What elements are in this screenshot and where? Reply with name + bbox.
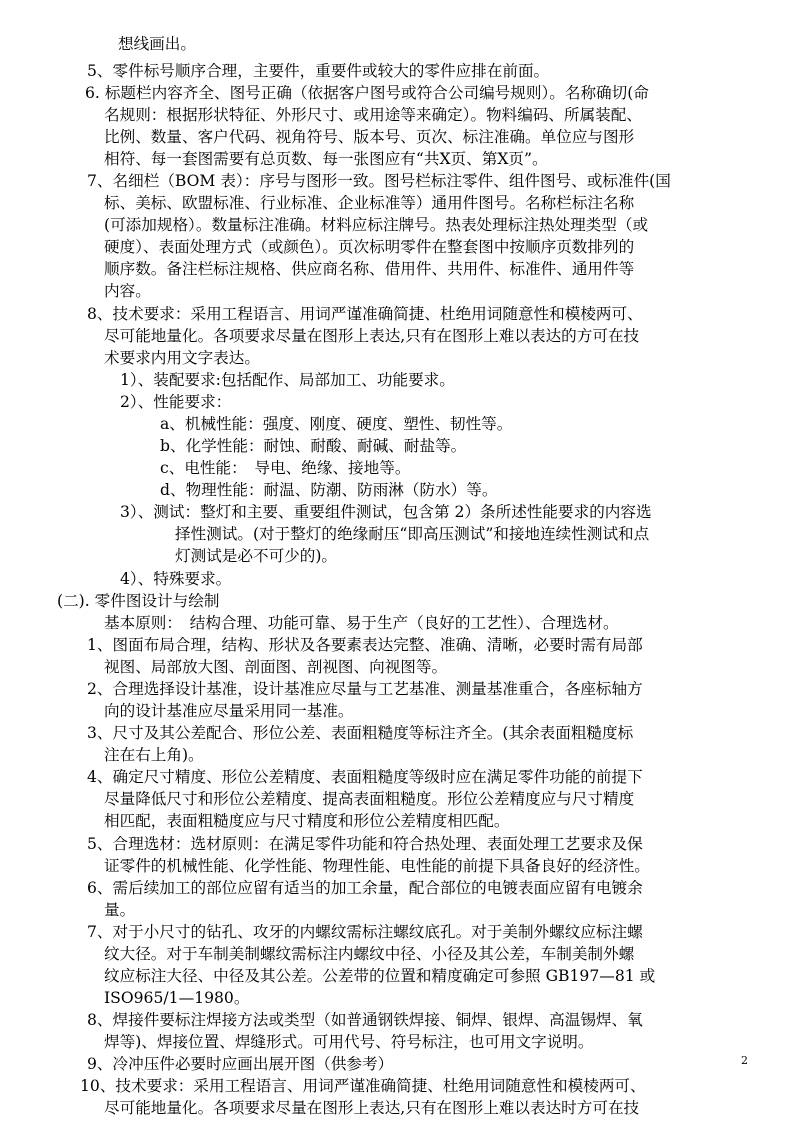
- text-line: 灯测试是必不可少的)。: [175, 547, 338, 565]
- text-line: 7、名细栏（BOM 表）：序号与图形一致。图号栏标注零件、组件图号、或标准件(国: [87, 172, 671, 190]
- text-line: 基本原则： 结构合理、功能可靠、易于生产（良好的工艺性）、合理选材。: [104, 614, 619, 632]
- text-line: 证零件的机械性能、化学性能、物理性能、电性能的前提下具备良好的经济性。: [104, 857, 650, 875]
- text-line: 纹大径。对于车制美制螺纹需标注内螺纹中径、小径及其公差，车制美制外螺: [104, 945, 635, 963]
- text-line: (二). 零件图设计与绘制: [57, 592, 220, 610]
- text-line: 8、技术要求：采用工程语言、用词严谨准确简捷、杜绝用词随意性和模棱两可、: [87, 305, 643, 323]
- text-line: 内容。: [104, 282, 151, 300]
- text-line: 相符、每一套图需要有总页数、每一张图应有“共X页、第X页”。: [104, 150, 548, 168]
- text-line: 尽可能地量化。各项要求尽量在图形上表达,只有在图形上难以表达时方可在技: [104, 1099, 640, 1117]
- text-line: 1）、装配要求:包括配作、局部加工、功能要求。: [120, 371, 455, 389]
- text-line: 硬度）、表面处理方式（或颜色）。页次标明零件在整套图中按顺序页数排列的: [104, 238, 635, 256]
- text-line: 10、技术要求：采用工程语言、用词严谨准确简捷、杜绝用词随意性和模棱两可、: [80, 1077, 646, 1095]
- text-line: 想线画出。: [118, 35, 196, 53]
- text-line: 相匹配，表面粗糙度应与尺寸精度和形位公差精度相匹配。: [104, 812, 510, 830]
- text-line: 6、需后续加工的部位应留有适当的加工余量，配合部位的电镀表面应留有电镀余: [87, 879, 643, 897]
- text-line: 视图、局部放大图、剖面图、剖视图、向视图等。: [104, 658, 448, 676]
- text-line: 焊等)、焊接位置、焊缝形式。可用代号、符号标注，也可用文字说明。: [104, 1033, 594, 1051]
- text-line: d、物理性能：耐温、防潮、防雨淋（防水）等。: [160, 481, 498, 499]
- text-line: 5、零件标号顺序合理，主要件，重要件或较大的零件应排在前面。: [87, 62, 550, 80]
- text-line: c、电性能： 导电、绝缘、接地等。: [160, 459, 411, 477]
- text-line: a、机械性能：强度、刚度、硬度、塑性、韧性等。: [160, 415, 513, 433]
- text-line: 尽量降低尺寸和形位公差精度、提高表面粗糙度。形位公差精度应与尺寸精度: [104, 790, 635, 808]
- text-line: 5、合理选材：选材原则：在满足零件功能和符合热处理、表面处理工艺要求及保: [87, 835, 643, 853]
- text-line: b、化学性能：耐蚀、耐酸、耐碱、耐盐等。: [160, 437, 467, 455]
- text-line: 术要求内用文字表达。: [104, 349, 260, 367]
- text-line: 标、美标、欧盟标准、行业标准、企业标准等）通用件图号。名称栏标注名称: [104, 194, 635, 212]
- text-line: 注在右上角)。: [104, 746, 204, 764]
- text-line: 6. 标题栏内容齐全、图号正确（依据客户图号或符合公司编号规则）。名称确切(命: [85, 84, 649, 102]
- text-line: 3）、测试：整灯和主要、重要组件测试，包含第 2）条所述性能要求的内容选: [120, 503, 652, 521]
- text-line: 3、尺寸及其公差配合、形位公差、表面粗糙度等标注齐全。(其余表面粗糙度标: [87, 724, 634, 742]
- text-line: 7、对于小尺寸的钻孔、攻牙的内螺纹需标注螺纹底孔。对于美制外螺纹应标注螺: [87, 923, 643, 941]
- text-line: 量。: [104, 901, 136, 919]
- text-line: 9、冷冲压件必要时应画出展开图（供参考）: [87, 1055, 394, 1073]
- text-line: (可添加规格）。数量标注准确。材料应标注牌号。热表处理标注热处理类型（或: [104, 216, 649, 234]
- text-line: ISO965/1—1980。: [104, 989, 250, 1007]
- text-line: 1、图面布局合理，结构、形状及各要素表达完整、准确、清晰，必要时需有局部: [87, 636, 643, 654]
- text-line: 纹应标注大径、中径及其公差。公差带的位置和精度确定可参照 GB197—81 或: [104, 967, 656, 985]
- text-line: 4、确定尺寸精度、形位公差精度、表面粗糙度等级时应在满足零件功能的前提下: [87, 768, 643, 786]
- text-line: 名规则：根据形状特征、外形尺寸、或用途等来确定）。物料编码、所属装配、: [104, 106, 642, 124]
- text-line: 8、焊接件要标注焊接方法或类型（如普通钢铁焊接、铜焊、银焊、高温锡焊、氧: [87, 1011, 643, 1029]
- text-line: 尽可能地量化。各项要求尽量在图形上表达,只有在图形上难以表达的方可在技: [104, 327, 640, 345]
- text-line: 2）、性能要求：: [120, 393, 232, 411]
- page-number: 2: [741, 1054, 748, 1067]
- text-line: 4）、特殊要求。: [120, 570, 232, 588]
- text-line: 向的设计基准应尽量采用同一基准。: [104, 702, 354, 720]
- text-line: 顺序数。备注栏标注规格、供应商名称、借用件、共用件、标准件、通用件等: [104, 260, 635, 278]
- text-line: 比例、数量、客户代码、视角符号、版本号、页次、标注准确。单位应与图形: [104, 128, 635, 146]
- text-line: 2、合理选择设计基准，设计基准应尽量与工艺基准、测量基准重合，各座标轴方: [87, 680, 643, 698]
- text-line: 择性测试。(对于整灯的绝缘耐压“即高压测试”和接地连续性测试和点: [175, 525, 650, 543]
